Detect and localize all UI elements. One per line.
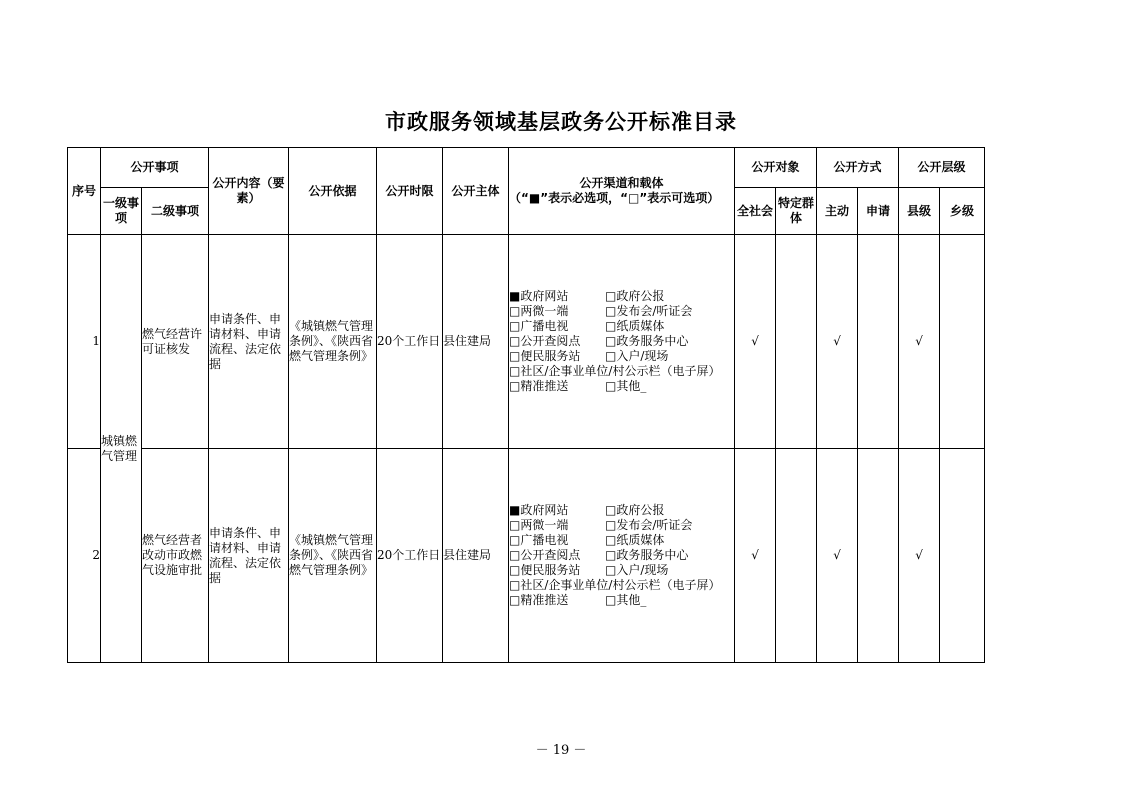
channel-item: □入户/现场 xyxy=(605,563,669,577)
row-seq: 1 xyxy=(68,235,101,449)
channel-item: □入户/现场 xyxy=(605,349,669,363)
channel-list xyxy=(509,503,734,608)
header-method: 公开方式 xyxy=(817,148,899,188)
row-target-specific xyxy=(776,235,817,449)
channel-item: □政务服务中心 xyxy=(605,334,689,348)
channel-item: □发布会/听证会 xyxy=(605,518,693,532)
channel-item: □发布会/听证会 xyxy=(605,304,693,318)
row-method-apply xyxy=(858,235,899,449)
row-time: 20个工作日 xyxy=(377,235,443,449)
header-level-township: 乡级 xyxy=(940,188,985,235)
row-level2: 燃气经营者改动市政燃气设施审批 xyxy=(142,449,209,663)
header-target-all: 全社会 xyxy=(735,188,776,235)
channel-item: □政府公报 xyxy=(605,289,665,303)
row-content: 申请条件、申请材料、申请流程、法定依据 xyxy=(209,449,289,663)
header-seq: 序号 xyxy=(68,148,101,235)
channel-item: ■政府网站 xyxy=(509,503,569,517)
channel-item: □其他_ xyxy=(605,593,647,607)
header-items: 公开事项 xyxy=(101,148,209,188)
row-basis: 《城镇燃气管理条例》、《陕西省燃气管理条例》 xyxy=(289,449,377,663)
row-channels xyxy=(509,449,735,663)
row-level-county: √ xyxy=(899,449,940,663)
row-target-all: √ xyxy=(735,235,776,449)
page-number: － 19 － xyxy=(535,743,587,758)
header-method-active: 主动 xyxy=(817,188,858,235)
channel-item: □精准推送 xyxy=(509,379,569,393)
channel-item: □其他_ xyxy=(605,379,647,393)
row-target-all: √ xyxy=(735,449,776,663)
channel-item: □两微一端 xyxy=(509,518,569,532)
header-channel xyxy=(509,148,735,235)
channel-item: □政务服务中心 xyxy=(605,548,689,562)
row-time: 20个工作日 xyxy=(377,449,443,663)
row-subject: 县住建局 xyxy=(443,449,509,663)
channel-item: □社区/企事业单位/村公示栏（电子屏） xyxy=(509,364,721,378)
header-basis: 公开依据 xyxy=(289,148,377,235)
header-target-specific: 特定群体 xyxy=(776,188,817,235)
channel-item: □广播电视 xyxy=(509,533,569,547)
header-method-apply: 申请 xyxy=(858,188,899,235)
header-level2: 二级事项 xyxy=(142,188,209,235)
channel-item: □广播电视 xyxy=(509,319,569,333)
row-level2: 燃气经营许可证核发 xyxy=(142,235,209,449)
row-level-township xyxy=(940,449,985,663)
row-method-active: √ xyxy=(817,235,858,449)
channel-item: □便民服务站 xyxy=(509,349,581,363)
row-subject: 县住建局 xyxy=(443,235,509,449)
channel-item: □两微一端 xyxy=(509,304,569,318)
row-level-county: √ xyxy=(899,235,940,449)
channel-list xyxy=(509,289,734,394)
header-level: 公开层级 xyxy=(899,148,985,188)
page-title: 市政服务领域基层政务公开标准目录 xyxy=(385,110,737,134)
header-level-county: 县级 xyxy=(899,188,940,235)
channel-item: ■政府网站 xyxy=(509,289,569,303)
table-row xyxy=(68,449,985,663)
header-time: 公开时限 xyxy=(377,148,443,235)
header-channel-note: （“■”表示必选项，“□”表示可选项） xyxy=(509,191,720,205)
catalog-table xyxy=(67,147,985,663)
row-basis: 《城镇燃气管理条例》、《陕西省燃气管理条例》 xyxy=(289,235,377,449)
channel-item: □社区/企事业单位/村公示栏（电子屏） xyxy=(509,578,721,592)
channel-item: □公开查阅点 xyxy=(509,548,581,562)
header-subject: 公开主体 xyxy=(443,148,509,235)
header-content: 公开内容（要素） xyxy=(209,148,289,235)
row-content: 申请条件、申请材料、申请流程、法定依据 xyxy=(209,235,289,449)
channel-item: □公开查阅点 xyxy=(509,334,581,348)
channel-item: □纸质媒体 xyxy=(605,319,665,333)
row-level-township xyxy=(940,235,985,449)
channel-item: □便民服务站 xyxy=(509,563,581,577)
channel-item: □精准推送 xyxy=(509,593,569,607)
header-channel-title: 公开渠道和载体 xyxy=(579,176,664,190)
table-row xyxy=(68,235,985,449)
row-method-apply xyxy=(858,449,899,663)
channel-item: □纸质媒体 xyxy=(605,533,665,547)
channel-item: □政府公报 xyxy=(605,503,665,517)
row-seq: 2 xyxy=(68,449,101,663)
level1-item: 城镇燃气管理 xyxy=(101,235,142,663)
row-method-active: √ xyxy=(817,449,858,663)
header-target: 公开对象 xyxy=(735,148,817,188)
row-target-specific xyxy=(776,449,817,663)
header-level1: 一级事项 xyxy=(101,188,142,235)
row-channels xyxy=(509,235,735,449)
